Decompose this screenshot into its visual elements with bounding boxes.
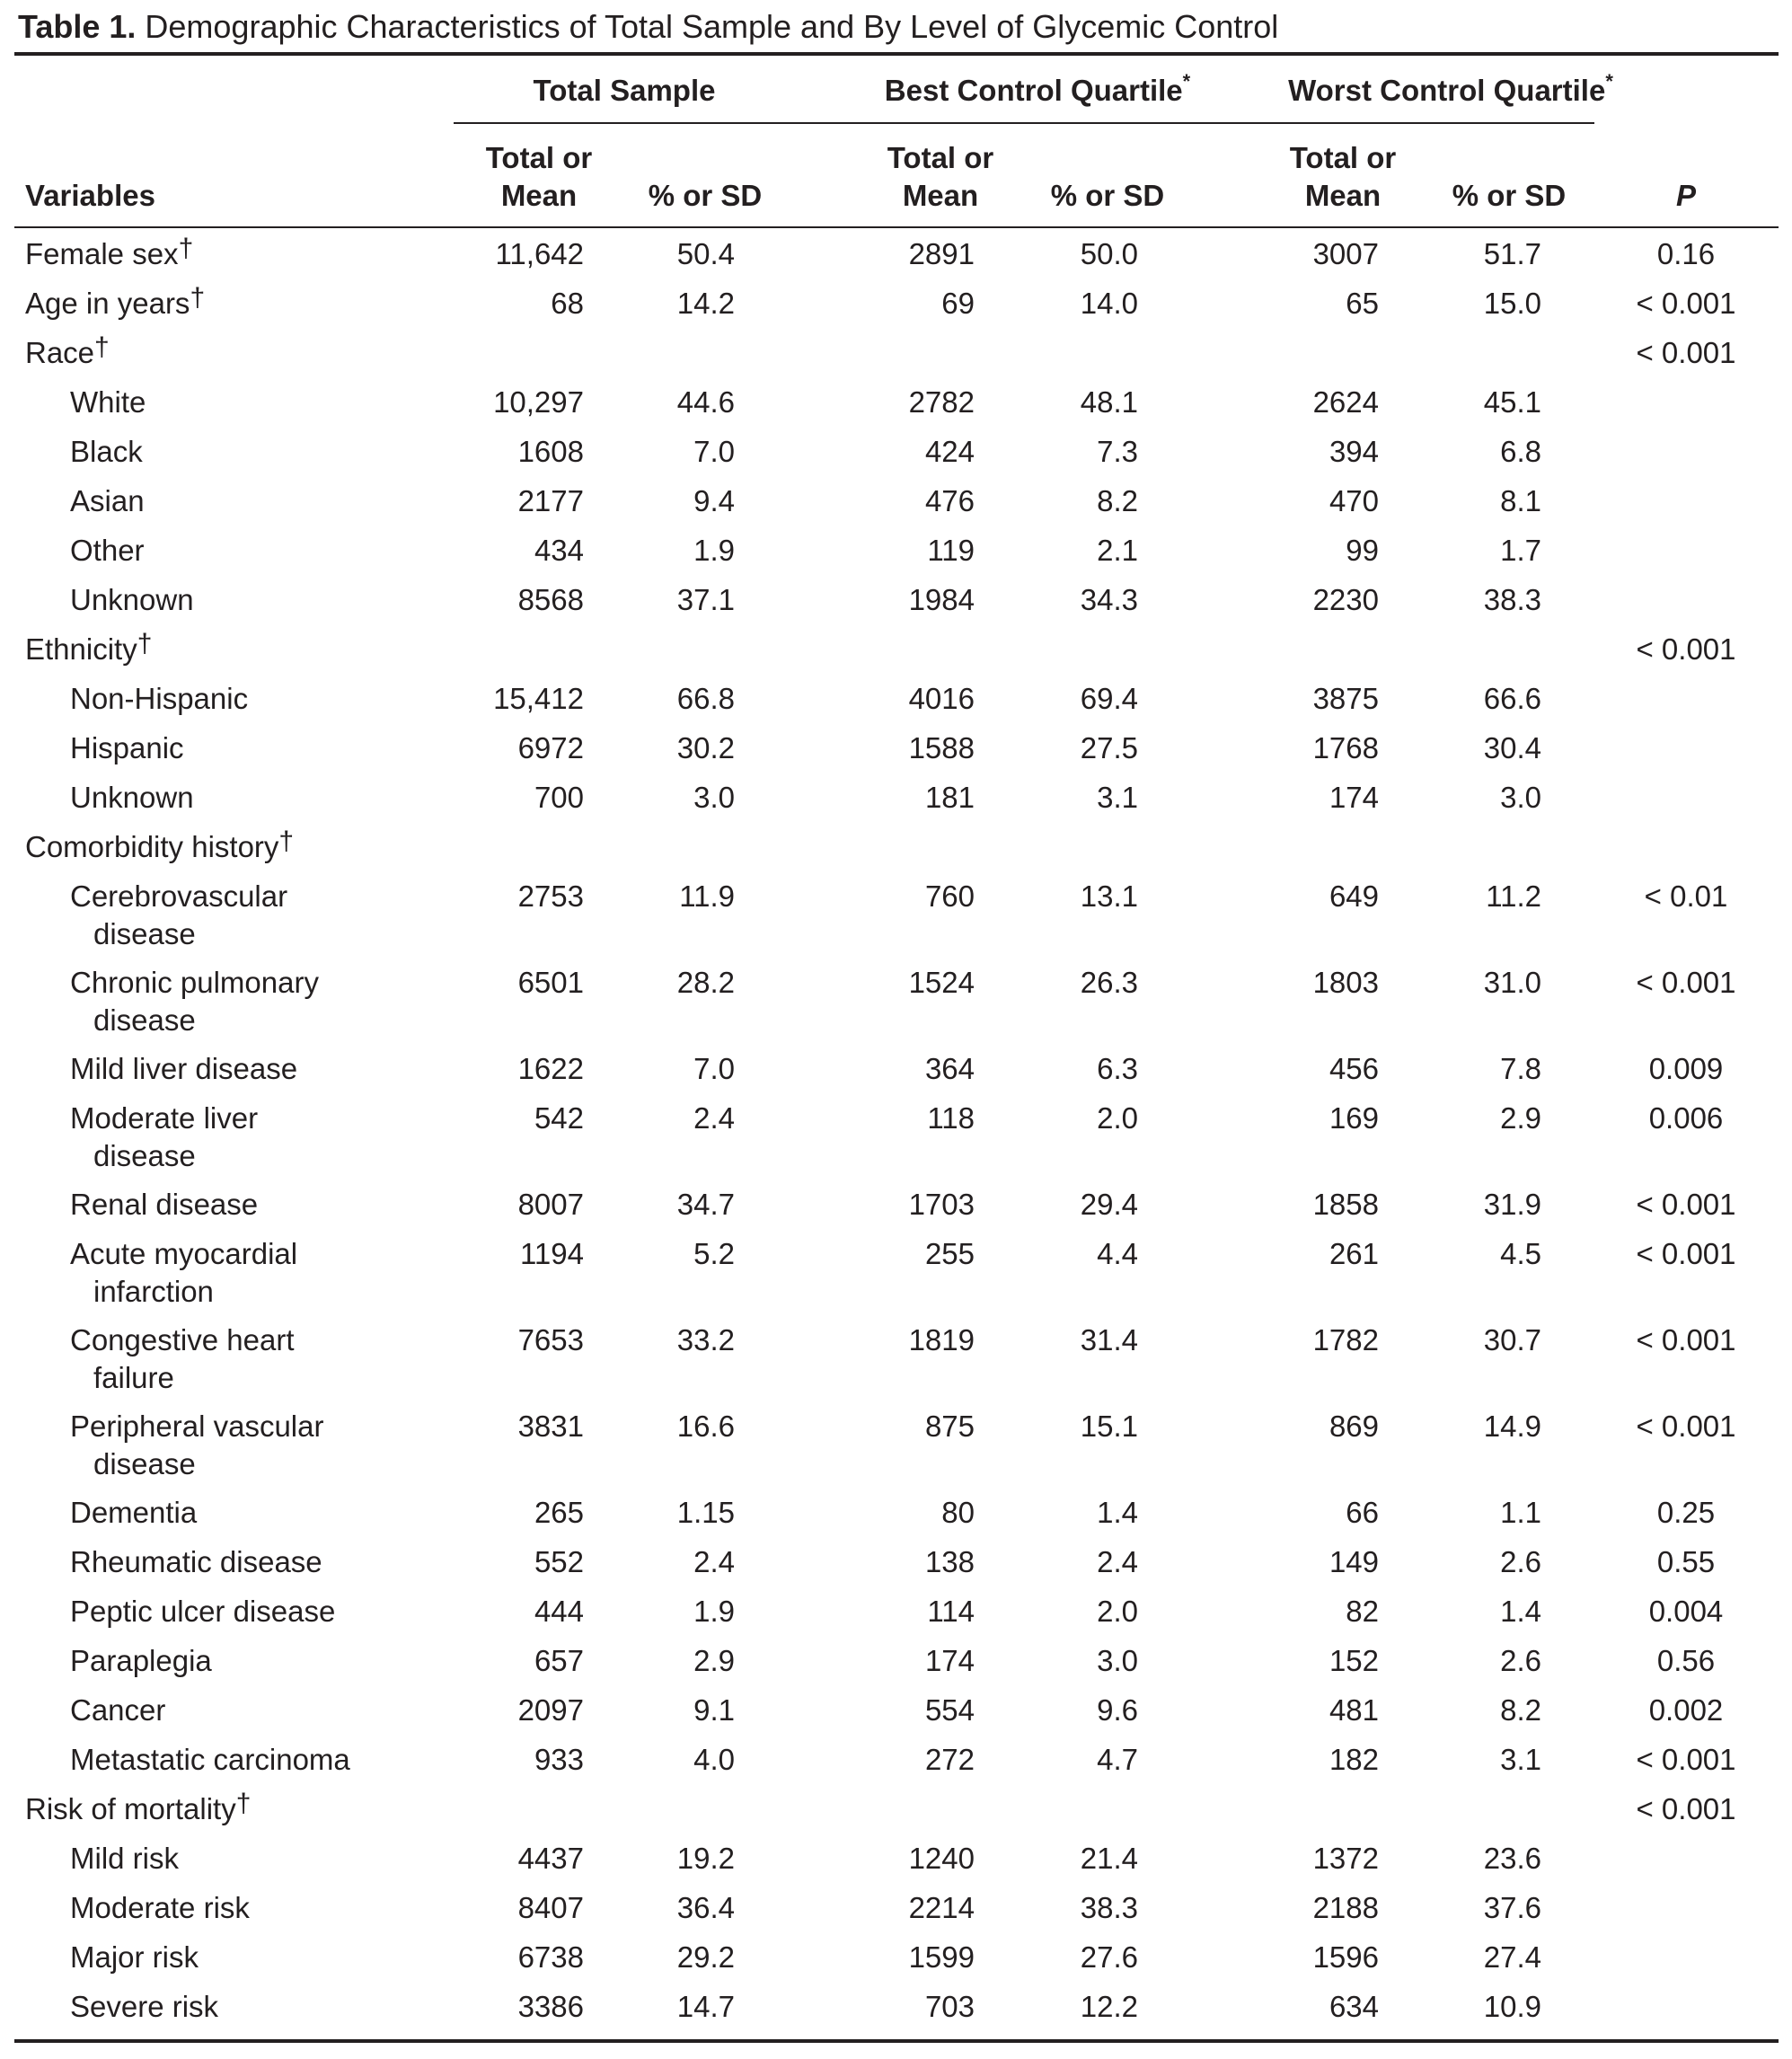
row-label-text: Renal disease (70, 1188, 259, 1221)
cell-total-mean-3: 169 (1329, 1101, 1379, 1135)
cell-pct-sd-1: 36.4 (676, 1891, 735, 1924)
row-label (70, 1889, 250, 1927)
cell-pct-sd-2: 27.5 (1080, 731, 1138, 764)
row-label (25, 285, 205, 323)
cell-p-value: 0.006 (1648, 1101, 1724, 1135)
cell-total-mean-1: 15,412 (493, 682, 584, 715)
row-label-text: Moderate liver (70, 1101, 259, 1135)
cell-total-mean-3: 470 (1329, 484, 1379, 517)
cell-total-mean-2: 875 (924, 1409, 975, 1443)
row-label (70, 680, 248, 718)
row-label-text: Metastatic carcinoma (70, 1743, 350, 1776)
cell-pct-sd-3: 2.6 (1500, 1644, 1541, 1677)
cell-pct-sd-1: 9.4 (693, 484, 735, 517)
cell-pct-sd-2: 1.4 (1097, 1496, 1138, 1529)
row-label (70, 1939, 199, 1976)
row-label (70, 1741, 350, 1779)
cell-pct-sd-3: 11.2 (1486, 879, 1541, 913)
cell-total-mean-2: 138 (924, 1545, 975, 1578)
cell-total-mean-2: 554 (924, 1693, 975, 1727)
cell-total-mean-2: 119 (927, 534, 975, 567)
cell-total-mean-3: 456 (1329, 1052, 1379, 1085)
cell-total-mean-1: 6972 (517, 731, 584, 764)
cell-pct-sd-2: 27.6 (1080, 1940, 1138, 1974)
cell-total-mean-1: 68 (551, 287, 584, 320)
cell-total-mean-1: 542 (534, 1101, 584, 1135)
cell-pct-sd-2: 15.1 (1080, 1409, 1138, 1443)
col-header-pct-sd-3: % or SD (1452, 179, 1567, 212)
cell-total-mean-3: 261 (1329, 1237, 1379, 1270)
cell-total-mean-1: 3831 (517, 1409, 584, 1443)
cell-total-mean-1: 4437 (517, 1842, 584, 1875)
dagger-mark: † (190, 283, 206, 313)
row-label-continuation: infarction (93, 1275, 214, 1308)
cell-total-mean-3: 66 (1346, 1496, 1379, 1529)
row-label (70, 433, 143, 471)
row-label (70, 1235, 297, 1311)
row-label-text: Ethnicity (25, 632, 137, 666)
cell-pct-sd-1: 2.9 (693, 1644, 735, 1677)
row-label (70, 1100, 258, 1175)
cell-pct-sd-3: 31.0 (1483, 966, 1541, 999)
row-label (70, 1408, 323, 1483)
cell-total-mean-2: 1819 (908, 1323, 975, 1356)
cell-total-mean-3: 394 (1329, 435, 1379, 468)
cell-pct-sd-3: 1.7 (1500, 534, 1541, 567)
cell-pct-sd-3: 66.6 (1483, 682, 1541, 715)
cell-pct-sd-3: 51.7 (1483, 237, 1541, 270)
row-label-text: Mild risk (70, 1842, 179, 1875)
col-header-total-mean-3 (1271, 139, 1415, 215)
cell-pct-sd-1: 44.6 (676, 385, 735, 419)
cell-pct-sd-2: 29.4 (1080, 1188, 1138, 1221)
cell-pct-sd-2: 7.3 (1097, 435, 1138, 468)
cell-pct-sd-1: 19.2 (676, 1842, 735, 1875)
cell-pct-sd-1: 28.2 (676, 966, 735, 999)
group-header-worst-control-label: Worst Control Quartile (1288, 74, 1606, 107)
cell-pct-sd-2: 4.4 (1097, 1237, 1138, 1270)
row-label (70, 1840, 179, 1878)
cell-pct-sd-3: 2.9 (1500, 1101, 1541, 1135)
cell-total-mean-3: 174 (1329, 781, 1379, 814)
cell-total-mean-3: 649 (1329, 879, 1379, 913)
cell-p-value: < 0.001 (1636, 1743, 1736, 1776)
cell-total-mean-1: 8568 (517, 583, 584, 616)
cell-pct-sd-1: 33.2 (676, 1323, 735, 1356)
cell-total-mean-1: 3386 (517, 1990, 584, 2023)
cell-total-mean-2: 174 (924, 1644, 975, 1677)
cell-total-mean-2: 2782 (908, 385, 975, 419)
row-label (70, 384, 146, 421)
cell-pct-sd-1: 1.15 (676, 1496, 735, 1529)
cell-p-value: < 0.001 (1636, 632, 1736, 666)
cell-pct-sd-1: 50.4 (676, 237, 735, 270)
top-rule (14, 52, 1779, 56)
row-label-text: Age in years (25, 287, 190, 320)
cell-pct-sd-2: 2.4 (1097, 1545, 1138, 1578)
row-label-text: Mild liver disease (70, 1052, 298, 1085)
cell-pct-sd-3: 8.1 (1500, 484, 1541, 517)
row-label-text: White (70, 385, 146, 419)
bottom-rule (14, 2039, 1779, 2043)
cell-total-mean-1: 1608 (517, 435, 584, 468)
cell-total-mean-1: 7653 (517, 1323, 584, 1356)
group-header-worst-control (1231, 72, 1671, 110)
cell-total-mean-3: 1768 (1312, 731, 1379, 764)
col-header-total-or-2: Total or (887, 141, 994, 174)
cell-pct-sd-3: 1.1 (1500, 1496, 1541, 1529)
cell-pct-sd-3: 3.1 (1500, 1743, 1541, 1776)
cell-total-mean-2: 1524 (908, 966, 975, 999)
cell-total-mean-1: 657 (534, 1644, 584, 1677)
cell-total-mean-1: 2097 (517, 1693, 584, 1727)
cell-total-mean-1: 6501 (517, 966, 584, 999)
cell-p-value: 0.25 (1656, 1496, 1716, 1529)
cell-total-mean-3: 2624 (1312, 385, 1379, 419)
row-label-text: Race (25, 336, 95, 369)
cell-pct-sd-2: 34.3 (1080, 583, 1138, 616)
cell-total-mean-3: 149 (1329, 1545, 1379, 1578)
row-label (70, 1494, 197, 1532)
cell-pct-sd-3: 37.6 (1483, 1891, 1541, 1924)
cell-pct-sd-3: 7.8 (1500, 1052, 1541, 1085)
cell-pct-sd-1: 7.0 (693, 1052, 735, 1085)
dagger-mark: † (235, 1789, 252, 1818)
row-label-text: Acute myocardial (70, 1237, 298, 1270)
cell-total-mean-1: 933 (534, 1743, 584, 1776)
cell-pct-sd-1: 16.6 (676, 1409, 735, 1443)
cell-total-mean-1: 434 (534, 534, 584, 567)
cell-pct-sd-2: 21.4 (1080, 1842, 1138, 1875)
cell-pct-sd-2: 3.1 (1097, 781, 1138, 814)
row-label (25, 631, 152, 668)
cell-total-mean-3: 869 (1329, 1409, 1379, 1443)
cell-total-mean-1: 2177 (517, 484, 584, 517)
col-header-total-mean-2 (869, 139, 1012, 215)
cell-total-mean-2: 760 (924, 879, 975, 913)
row-label-text: Unknown (70, 781, 194, 814)
cell-p-value: < 0.001 (1636, 287, 1736, 320)
cell-pct-sd-3: 15.0 (1483, 287, 1541, 320)
col-header-mean-3: Mean (1304, 179, 1382, 212)
cell-p-value: < 0.001 (1636, 1237, 1736, 1270)
cell-pct-sd-3: 31.9 (1483, 1188, 1541, 1221)
cell-pct-sd-1: 3.0 (693, 781, 735, 814)
col-header-total-mean-1 (467, 139, 611, 215)
dagger-mark: † (137, 629, 153, 658)
cell-p-value: < 0.001 (1636, 966, 1736, 999)
cell-p-value: 0.16 (1656, 237, 1716, 270)
row-label (70, 1321, 294, 1397)
cell-pct-sd-1: 5.2 (693, 1237, 735, 1270)
cell-total-mean-3: 152 (1329, 1644, 1379, 1677)
row-label (70, 581, 194, 619)
cell-pct-sd-3: 30.7 (1483, 1323, 1541, 1356)
cell-pct-sd-3: 3.0 (1500, 781, 1541, 814)
cell-total-mean-3: 1372 (1312, 1842, 1379, 1875)
cell-total-mean-2: 1703 (908, 1188, 975, 1221)
row-label-continuation: disease (93, 1139, 196, 1172)
group-header-worst-control-mark: * (1605, 70, 1613, 93)
cell-p-value: 0.009 (1648, 1052, 1724, 1085)
cell-pct-sd-1: 1.9 (693, 534, 735, 567)
cell-p-value: 0.002 (1648, 1693, 1724, 1727)
row-label (70, 1642, 212, 1680)
cell-total-mean-3: 65 (1346, 287, 1379, 320)
cell-pct-sd-2: 14.0 (1080, 287, 1138, 320)
cell-p-value: < 0.001 (1636, 336, 1736, 369)
row-label-text: Other (70, 534, 145, 567)
cell-total-mean-2: 1984 (908, 583, 975, 616)
cell-total-mean-2: 118 (927, 1101, 975, 1135)
cell-total-mean-3: 3875 (1312, 682, 1379, 715)
cell-pct-sd-2: 13.1 (1080, 879, 1138, 913)
col-header-total-or-1: Total or (485, 141, 593, 174)
cell-pct-sd-2: 12.2 (1080, 1990, 1138, 2023)
cell-p-value: < 0.001 (1636, 1188, 1736, 1221)
cell-pct-sd-3: 45.1 (1483, 385, 1541, 419)
cell-p-value: 0.55 (1656, 1545, 1716, 1578)
cell-pct-sd-3: 2.6 (1500, 1545, 1541, 1578)
cell-total-mean-2: 424 (924, 435, 975, 468)
cell-total-mean-1: 1622 (517, 1052, 584, 1085)
cell-total-mean-1: 444 (534, 1595, 584, 1628)
cell-total-mean-3: 2230 (1312, 583, 1379, 616)
table-caption (18, 4, 1278, 50)
cell-pct-sd-2: 38.3 (1080, 1891, 1138, 1924)
row-label (70, 779, 194, 817)
cell-total-mean-3: 481 (1329, 1693, 1379, 1727)
row-label (70, 1050, 297, 1088)
cell-total-mean-1: 700 (534, 781, 584, 814)
col-header-mean-2: Mean (902, 179, 979, 212)
cell-pct-sd-3: 27.4 (1483, 1940, 1541, 1974)
cell-total-mean-3: 2188 (1312, 1891, 1379, 1924)
cell-pct-sd-1: 14.7 (676, 1990, 735, 2023)
dagger-mark: † (278, 826, 295, 856)
cell-pct-sd-1: 4.0 (693, 1743, 735, 1776)
group-underline (454, 122, 1594, 124)
cell-pct-sd-3: 38.3 (1483, 583, 1541, 616)
row-label-text: Cancer (70, 1693, 166, 1727)
row-label-text: Moderate risk (70, 1891, 250, 1924)
cell-total-mean-3: 99 (1346, 534, 1379, 567)
cell-pct-sd-3: 1.4 (1500, 1595, 1541, 1628)
cell-total-mean-3: 82 (1346, 1595, 1379, 1628)
row-label-text: Dementia (70, 1496, 198, 1529)
cell-pct-sd-1: 11.9 (679, 879, 735, 913)
cell-total-mean-1: 8407 (517, 1891, 584, 1924)
cell-total-mean-2: 114 (927, 1595, 975, 1628)
cell-total-mean-3: 1858 (1312, 1188, 1379, 1221)
row-label (25, 334, 110, 372)
cell-total-mean-2: 364 (924, 1052, 975, 1085)
cell-pct-sd-2: 8.2 (1097, 484, 1138, 517)
cell-total-mean-1: 6738 (517, 1940, 584, 1974)
cell-pct-sd-2: 6.3 (1097, 1052, 1138, 1085)
group-header-best-control (835, 72, 1240, 110)
row-label-text: Unknown (70, 583, 194, 616)
row-label-text: Severe risk (70, 1990, 219, 2023)
row-label-text: Non-Hispanic (70, 682, 249, 715)
cell-total-mean-1: 10,297 (493, 385, 584, 419)
row-label (70, 1543, 322, 1581)
row-label-text: Asian (70, 484, 145, 517)
row-label (70, 482, 145, 520)
row-label (70, 1692, 165, 1729)
row-label-continuation: disease (93, 917, 196, 950)
cell-pct-sd-1: 9.1 (693, 1693, 735, 1727)
cell-pct-sd-2: 50.0 (1080, 237, 1138, 270)
row-label-text: Cerebrovascular (70, 879, 288, 913)
table-caption-label: Table 1. (18, 8, 137, 45)
row-label-continuation: disease (93, 1447, 196, 1480)
cell-total-mean-2: 1599 (908, 1940, 975, 1974)
row-label (70, 1186, 258, 1224)
row-label (70, 878, 287, 953)
col-header-mean-1: Mean (500, 179, 578, 212)
group-header-total-sample (454, 72, 795, 110)
row-label-continuation: disease (93, 1003, 196, 1037)
cell-pct-sd-3: 23.6 (1483, 1842, 1541, 1875)
cell-pct-sd-3: 30.4 (1483, 731, 1541, 764)
cell-p-value: 0.004 (1648, 1595, 1724, 1628)
row-label (70, 964, 319, 1039)
table-caption-text: Demographic Characteristics of Total Sample and By Level of Glycemic Control (145, 8, 1279, 45)
cell-total-mean-2: 1588 (908, 731, 975, 764)
cell-total-mean-3: 1596 (1312, 1940, 1379, 1974)
row-label-text: Congestive heart (70, 1323, 295, 1356)
row-label-text: Paraplegia (70, 1644, 212, 1677)
cell-total-mean-3: 182 (1329, 1743, 1379, 1776)
cell-total-mean-3: 3007 (1312, 237, 1379, 270)
cell-pct-sd-2: 2.0 (1097, 1101, 1138, 1135)
cell-pct-sd-2: 2.1 (1097, 534, 1138, 567)
row-label-text: Hispanic (70, 731, 184, 764)
cell-pct-sd-1: 7.0 (693, 435, 735, 468)
row-label (70, 532, 145, 570)
cell-total-mean-2: 2214 (908, 1891, 975, 1924)
col-header-pct-sd-2: % or SD (1050, 179, 1165, 212)
cell-total-mean-2: 476 (924, 484, 975, 517)
row-label (70, 1593, 335, 1630)
cell-pct-sd-1: 2.4 (693, 1101, 735, 1135)
group-header-best-control-mark: * (1182, 70, 1191, 93)
cell-pct-sd-2: 4.7 (1097, 1743, 1138, 1776)
cell-pct-sd-1: 66.8 (676, 682, 735, 715)
cell-pct-sd-2: 2.0 (1097, 1595, 1138, 1628)
row-label (70, 1988, 218, 2026)
cell-pct-sd-2: 48.1 (1080, 385, 1138, 419)
cell-total-mean-2: 1240 (908, 1842, 975, 1875)
col-header-total-or-3: Total or (1289, 141, 1397, 174)
cell-pct-sd-1: 14.2 (676, 287, 735, 320)
cell-total-mean-3: 1782 (1312, 1323, 1379, 1356)
row-label-text: Female sex (25, 237, 179, 270)
row-label (25, 1790, 251, 1828)
row-label (70, 729, 184, 767)
cell-pct-sd-1: 1.9 (693, 1595, 735, 1628)
group-header-best-control-label: Best Control Quartile (884, 74, 1183, 107)
cell-total-mean-2: 4016 (908, 682, 975, 715)
col-header-variables: Variables (25, 179, 155, 212)
cell-total-mean-2: 2891 (908, 237, 975, 270)
row-label-text: Black (70, 435, 143, 468)
cell-p-value: < 0.001 (1636, 1323, 1736, 1356)
row-label-text: Risk of mortality (25, 1792, 236, 1825)
cell-total-mean-1: 2753 (517, 879, 584, 913)
cell-total-mean-2: 80 (941, 1496, 975, 1529)
cell-total-mean-3: 1803 (1312, 966, 1379, 999)
cell-pct-sd-3: 10.9 (1483, 1990, 1541, 2023)
cell-pct-sd-2: 9.6 (1097, 1693, 1138, 1727)
cell-pct-sd-3: 8.2 (1500, 1693, 1541, 1727)
cell-p-value: < 0.01 (1644, 879, 1728, 913)
dagger-mark: † (94, 332, 110, 362)
cell-total-mean-1: 11,642 (495, 237, 584, 270)
row-label-text: Rheumatic disease (70, 1545, 322, 1578)
cell-total-mean-2: 255 (924, 1237, 975, 1270)
col-header-p: P (1675, 179, 1696, 212)
header-rule (14, 226, 1779, 228)
row-label (25, 235, 193, 273)
cell-total-mean-1: 552 (534, 1545, 584, 1578)
row-label-text: Chronic pulmonary (70, 966, 319, 999)
group-header-total-sample-label: Total Sample (533, 74, 716, 107)
cell-total-mean-3: 634 (1329, 1990, 1379, 2023)
cell-total-mean-1: 1194 (520, 1237, 584, 1270)
cell-pct-sd-3: 4.5 (1500, 1237, 1541, 1270)
row-label-text: Peptic ulcer disease (70, 1595, 336, 1628)
row-label-text: Comorbidity history (25, 830, 279, 863)
cell-pct-sd-1: 30.2 (676, 731, 735, 764)
cell-total-mean-2: 181 (924, 781, 975, 814)
cell-total-mean-1: 265 (534, 1496, 584, 1529)
row-label-text: Peripheral vascular (70, 1409, 324, 1443)
cell-pct-sd-2: 69.4 (1080, 682, 1138, 715)
cell-total-mean-2: 69 (941, 287, 975, 320)
cell-total-mean-2: 703 (924, 1990, 975, 2023)
col-header-pct-sd-1: % or SD (648, 179, 763, 212)
cell-total-mean-1: 8007 (517, 1188, 584, 1221)
row-label-text: Major risk (70, 1940, 199, 1974)
cell-p-value: < 0.001 (1636, 1409, 1736, 1443)
cell-pct-sd-1: 29.2 (676, 1940, 735, 1974)
cell-pct-sd-3: 14.9 (1483, 1409, 1541, 1443)
cell-p-value: 0.56 (1656, 1644, 1716, 1677)
dagger-mark: † (178, 234, 194, 263)
row-label (25, 828, 294, 866)
cell-pct-sd-1: 37.1 (676, 583, 735, 616)
cell-pct-sd-2: 31.4 (1080, 1323, 1138, 1356)
cell-total-mean-2: 272 (924, 1743, 975, 1776)
cell-pct-sd-2: 26.3 (1080, 966, 1138, 999)
cell-pct-sd-1: 2.4 (693, 1545, 735, 1578)
cell-pct-sd-1: 34.7 (676, 1188, 735, 1221)
cell-pct-sd-3: 6.8 (1500, 435, 1541, 468)
row-label-continuation: failure (93, 1361, 174, 1394)
cell-pct-sd-2: 3.0 (1097, 1644, 1138, 1677)
cell-p-value: < 0.001 (1636, 1792, 1736, 1825)
